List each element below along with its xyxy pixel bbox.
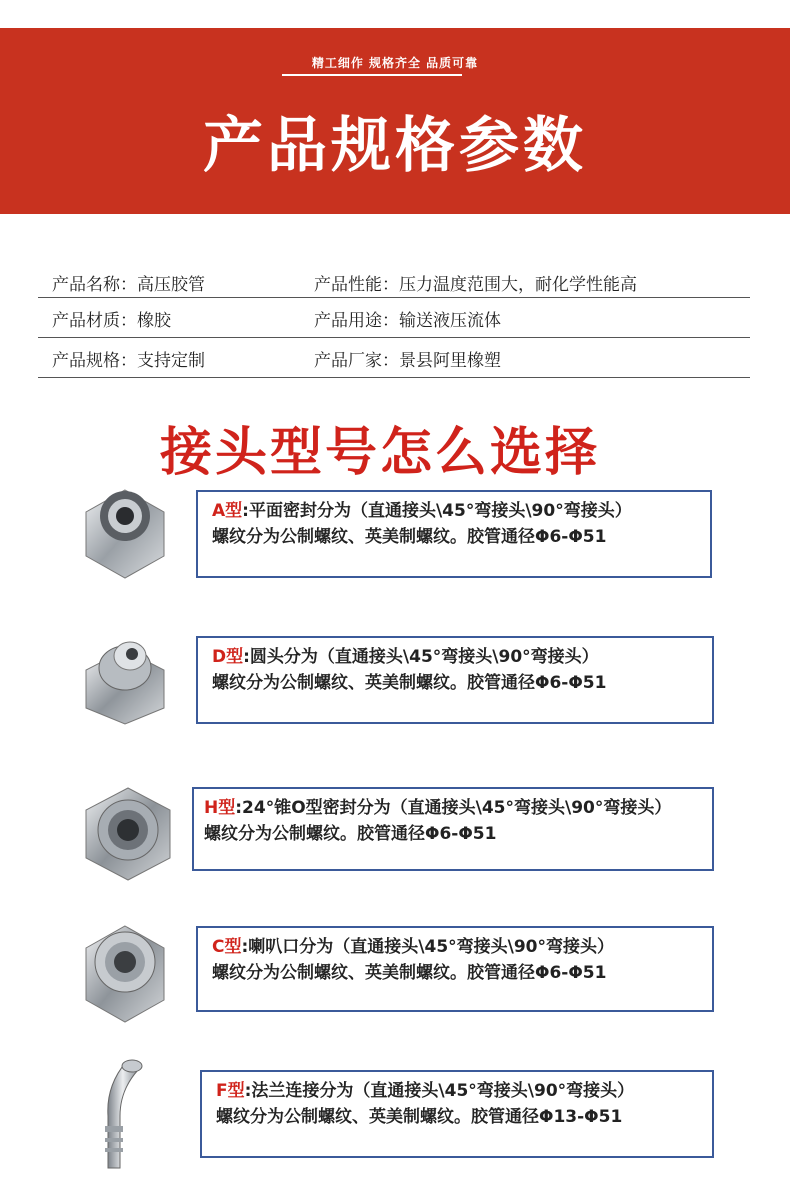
page-title: 产品规格参数 (203, 111, 587, 181)
cone-oring-fitting-icon (82, 784, 174, 884)
header-banner (0, 28, 790, 214)
connector-a-line1 (212, 498, 704, 524)
tagline-underline (282, 74, 462, 76)
connector-c-type: C型 (212, 937, 242, 957)
connector-c-desc: :喇叭口分为（直通接头\45°弯接头\90°弯接头） (241, 937, 615, 957)
connector-c-line2: 螺纹分为公制螺纹、英美制螺纹。胶管通径Φ6-Φ51 (212, 963, 607, 983)
spec-row (38, 262, 750, 298)
spec-performance: 产品性能：压力温度范围大，耐化学性能高 (314, 275, 637, 295)
connector-a-desc: :平面密封分为（直通接头\45°弯接头\90°弯接头） (242, 501, 632, 521)
connector-f-box (200, 1070, 714, 1158)
connector-f-line2: 螺纹分为公制螺纹、英美制螺纹。胶管通径Φ13-Φ51 (216, 1107, 623, 1127)
connector-a-line2: 螺纹分为公制螺纹、英美制螺纹。胶管通径Φ6-Φ51 (212, 527, 607, 547)
connector-c-line1 (212, 934, 706, 960)
connector-f-desc: :法兰连接分为（直通接头\45°弯接头\90°弯接头） (244, 1081, 635, 1101)
connector-d-type: D型 (212, 647, 244, 667)
connector-d-line2: 螺纹分为公制螺纹、英美制螺纹。胶管通径Φ6-Φ51 (212, 673, 607, 693)
section-title: 接头型号怎么选择 (159, 423, 600, 483)
spec-table (38, 262, 750, 378)
spec-material: 产品材质：橡胶 (52, 311, 171, 331)
connector-f-line1 (216, 1078, 706, 1104)
spec-size: 产品规格：支持定制 (52, 351, 205, 371)
connector-d-desc: :圆头分为（直通接头\45°弯接头\90°弯接头） (243, 647, 599, 667)
connector-a-box (196, 490, 712, 578)
connector-h-line1 (204, 795, 706, 821)
connector-c-box (196, 926, 714, 1012)
spec-product-name: 产品名称：高压胶管 (52, 275, 205, 295)
flare-fitting-icon (82, 922, 168, 1026)
connector-a-type: A型 (212, 501, 243, 521)
connector-d-line1 (212, 644, 706, 670)
connector-h-type: H型 (204, 798, 236, 818)
connector-f-type: F型 (216, 1081, 245, 1101)
connector-h-desc: :24°锥O型密封分为（直通接头\45°弯接头\90°弯接头） (235, 798, 672, 818)
banner-tagline: 精工细作 规格齐全 品质可靠 (311, 56, 479, 70)
spec-usage: 产品用途：输送液压流体 (314, 311, 501, 331)
flat-seal-fitting-icon (82, 486, 168, 582)
connector-h-line2: 螺纹分为公制螺纹。胶管通径Φ6-Φ51 (204, 824, 497, 844)
flange-elbow-fitting-icon (92, 1056, 148, 1172)
spec-row (38, 338, 750, 378)
connector-h-box (192, 787, 714, 871)
round-head-fitting-icon (82, 630, 168, 726)
connector-d-box (196, 636, 714, 724)
spec-manufacturer: 产品厂家：景县阿里橡塑 (314, 351, 501, 371)
spec-row (38, 298, 750, 338)
